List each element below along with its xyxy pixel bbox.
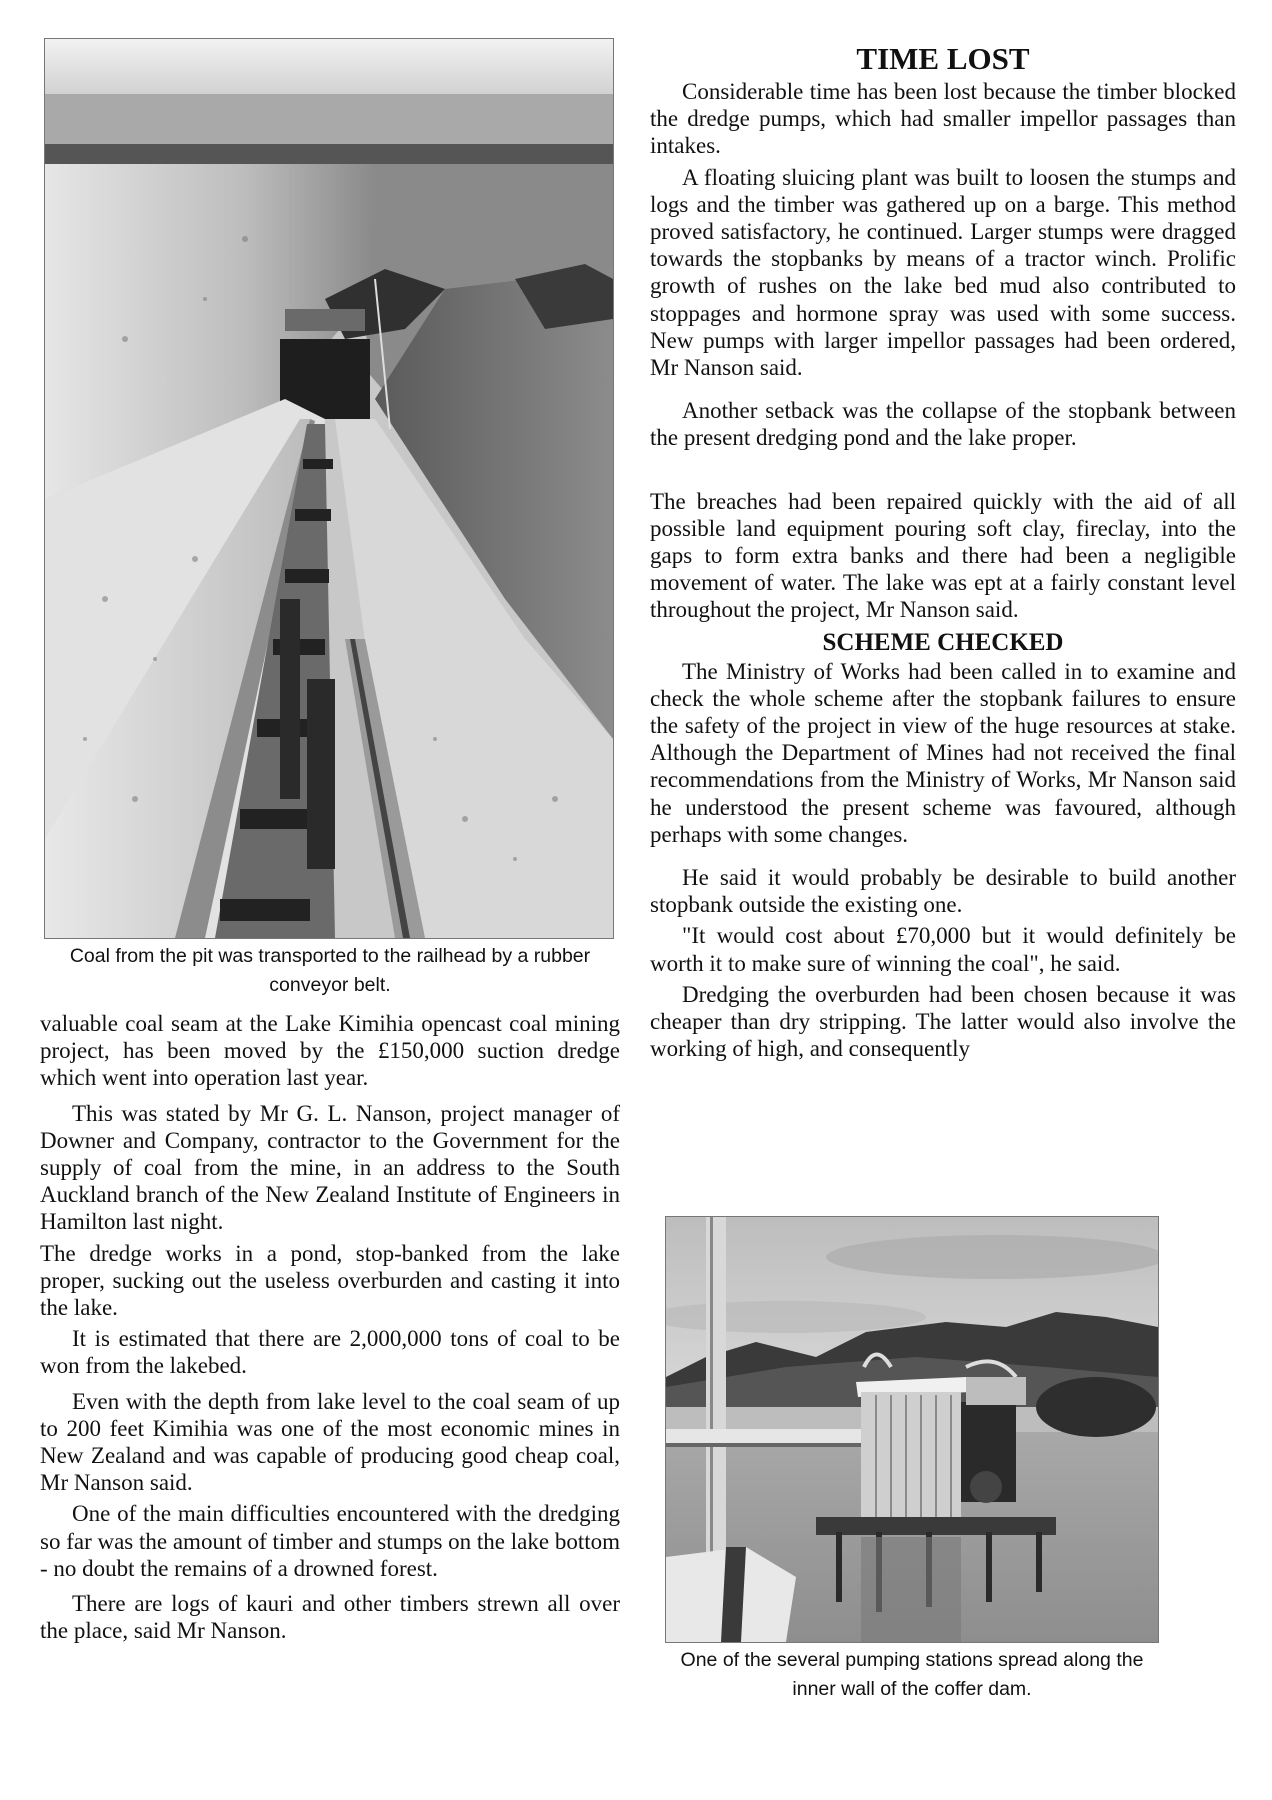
- pumping-station-image: [666, 1217, 1158, 1642]
- article-paragraph: A floating sluicing plant was built to loosen the stumps and logs and the timber was gathered up on a barge. This method proved satisfactory, he continued. Larger stumps were dragged towards the stopbanks by means of a tractor winch. Prolific growth of rushes on the lake bed mud also contributed to stoppages and hormone spray was used with some success. New pumps with larger impellor passages had been ordered, Mr Nanson said.: [650, 164, 1236, 381]
- article-paragraph: One of the main difficulties encountered with the dredging so far was the amount of timber and stumps on the lake bottom - no doubt the remains of a drowned forest.: [40, 1501, 620, 1581]
- right-column-article: [650, 40, 1236, 1063]
- article-paragraph: This was stated by Mr G. L. Nanson, project manager of Downer and Company, contractor to the Government for the supply of coal from the mine, in an address to the South Auckland branch of the New Zealand Institute of Engineers in Hamilton last night.: [40, 1100, 620, 1235]
- article-paragraph: He said it would probably be desirable to build another stopbank outside the existing one.: [650, 865, 1236, 918]
- article-paragraph: The dredge works in a pond, stop-banked from the lake proper, sucking out the useless overburden and casting it into the lake.: [40, 1240, 620, 1321]
- conveyor-belt-photo: [44, 38, 614, 939]
- article-paragraph: valuable coal seam at the Lake Kimihia opencast coal mining project, has been moved by the £150,000 suction dredge which went into operation last year.: [40, 1011, 620, 1091]
- article-paragraph: The breaches had been repaired quickly with the aid of all possible land equipment pouring soft clay, fireclay, into the gaps to form extra banks and there had been a negligible movement of water. The lake was ept at a fairly constant level throughout the project, Mr Nanson said.: [650, 488, 1236, 623]
- article-paragraph: Dredging the overburden had been chosen because it was cheaper than dry stripping. The latter would also involve the working of high, and consequently: [650, 981, 1236, 1062]
- article-paragraph: Another setback was the collapse of the stopbank between the present dredging pond and the lake proper.: [650, 398, 1236, 451]
- section-heading-time-lost: TIME LOST: [856, 41, 1030, 76]
- article-paragraph: Even with the depth from lake level to the coal seam of up to 200 feet Kimihia was one of the most economic mines in New Zealand and was capable of producing good cheap coal, Mr Nanson said.: [40, 1388, 620, 1496]
- pumping-station-caption: One of the several pumping stations spread along the inner wall of the coffer dam.: [680, 1649, 1144, 1700]
- article-paragraph: Considerable time has been lost because the timber blocked the dredge pumps, which had smaller impellor passages than intakes.: [650, 79, 1236, 159]
- section-heading-scheme-checked: SCHEME CHECKED: [822, 628, 1064, 656]
- article-paragraph: "It would cost about £70,000 but it would definitely be worth it to make sure of winning the coal", he said.: [650, 923, 1236, 976]
- article-paragraph: There are logs of kauri and other timbers strewn all over the place, said Mr Nanson.: [40, 1591, 620, 1644]
- pumping-station-photo: [665, 1216, 1159, 1643]
- article-paragraph: The Ministry of Works had been called in to examine and check the whole scheme after the stopbank failures to ensure the safety of the project in view of the huge resources at stake. Although the Department of Mines had not received the final recommendations from the Ministry of Works, Mr Nanson said he understood the present scheme was favoured, although perhaps with some changes.: [650, 658, 1236, 847]
- pit-conveyor-image: [45, 39, 613, 938]
- article-paragraph: It is estimated that there are 2,000,000 tons of coal to be won from the lakebed.: [40, 1326, 620, 1379]
- left-column-article: [40, 1010, 620, 1644]
- conveyor-photo-caption: Coal from the pit was transported to the railhead by a rubber conveyor belt.: [69, 945, 591, 996]
